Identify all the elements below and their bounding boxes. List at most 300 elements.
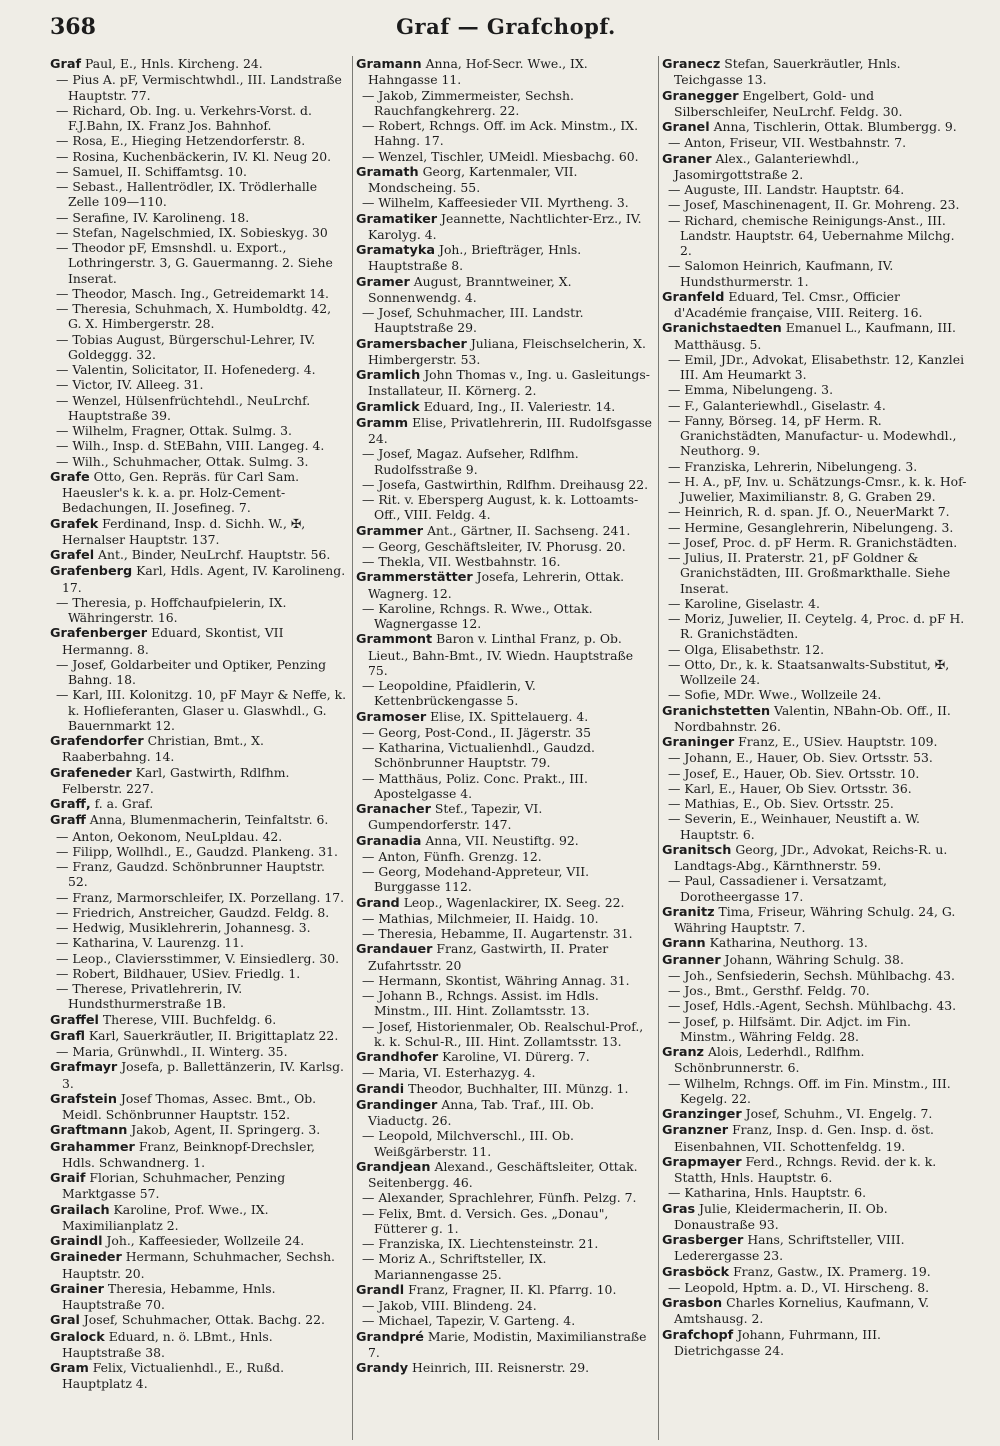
- directory-entry: [662, 1201, 970, 1233]
- directory-entry: [662, 1264, 970, 1280]
- entry-details: Franz, E., USiev. Hauptstr. 109.: [738, 734, 938, 749]
- entry-details: Johann, Währing Schulg. 38.: [724, 951, 904, 967]
- directory-entry: [662, 1280, 970, 1295]
- directory-entry: [662, 88, 970, 120]
- directory-entry: [356, 274, 654, 306]
- entry-details: — Theodor, Masch. Ing., Getreidemarkt 14.: [56, 285, 329, 301]
- directory-entry: [50, 469, 348, 516]
- entry-surname: Gramath: [356, 164, 419, 180]
- entry-details: Emanuel L., Kaufmann, III. Matthäusg. 5.: [674, 320, 956, 352]
- entry-details: Stefan, Sauerkräutler, Hnls. Teichgasse 13.: [674, 56, 901, 88]
- entry-details: Alois, Lederhdl., Rdlfhm. Schönbrunnerstr. 6.: [674, 1044, 865, 1076]
- entry-details: — Valentin, Solicitator, II. Hofenederg. 4.: [56, 362, 316, 377]
- directory-entry: [662, 596, 970, 611]
- directory-entry: [356, 864, 654, 895]
- entry-details: — Rit. v. Ebersperg August, k. k. Lottoamts-Off., VIII. Feldg. 4.: [362, 492, 639, 523]
- directory-entry: [50, 362, 348, 377]
- directory-entry: [50, 1122, 348, 1138]
- entry-details: — Stefan, Nagelschmied, IX. Sobieskyg. 30: [56, 224, 328, 240]
- directory-entry: [662, 968, 970, 983]
- entry-details: Hans, Schriftsteller, VIII. Lederergasse 23.: [674, 1232, 905, 1264]
- entry-details: — Josef, Magaz. Aufseher, Rdlfhm. Rudolfsstraße 9.: [362, 446, 579, 477]
- directory-entry: [356, 336, 654, 368]
- entry-details: — H. A., pF, Inv. u. Schätzungs-Cmsr., k. k. Hof-Juwelier, Maximilianstr. 8, G. Graben 29.: [668, 473, 967, 504]
- entry-surname: Grafek: [50, 516, 99, 532]
- entry-details: Karl, Sauerkräutler, II. Brigittaplatz 22.: [88, 1027, 339, 1043]
- entry-details: Valentin, NBahn-Ob. Off., II. Nordbahnstr. 26.: [674, 702, 951, 734]
- entry-details: — Jakob, Zimmermeister, Sechsh. Rauchfangkehrerg. 22.: [362, 87, 574, 118]
- directory-entry: [662, 550, 970, 596]
- directory-entry: [356, 88, 654, 119]
- entry-details: Felix, Victualienhdl., E., Rußd. Hauptplatz 4.: [62, 1360, 285, 1392]
- entry-details: Ant., Binder, NeuLrchf. Hauptstr. 56.: [98, 547, 331, 562]
- entry-details: — Tobias August, Bürgerschul-Lehrer, IV. Goldeggg. 32.: [56, 331, 316, 362]
- directory-entry: [356, 1049, 654, 1065]
- entry-details: Baron v. Linthal Franz, p. Ob. Lieut., Bahn-Bmt., IV. Wiedn. Hauptstraße 75.: [368, 631, 634, 678]
- entry-details: — Emil, JDr., Advokat, Elisabethstr. 12, Kanzlei III. Am Heumarkt 3.: [668, 351, 965, 382]
- directory-entry: [50, 547, 348, 563]
- directory-entry: [662, 320, 970, 352]
- entry-details: Anna, VII. Neustiftg. 92.: [425, 832, 579, 848]
- directory-entry: [662, 703, 970, 735]
- entry-surname: Grann: [662, 936, 706, 952]
- entry-details: — Johann B., Rchngs. Assist. im Hdls. Minstm., III. Hint. Zollamtsstr. 13.: [362, 988, 599, 1019]
- entry-details: Eduard, Tel. Cmsr., Officier d'Académie française, VIII. Reiterg. 16.: [674, 288, 923, 320]
- entry-details: — Alexander, Sprachlehrer, Fünfh. Pelzg. 7.: [362, 1190, 637, 1206]
- directory-entry: [662, 1014, 970, 1045]
- directory-entry: [50, 796, 348, 812]
- entry-details: — Hermine, Gesanglehrerin, Nibelungeng. 3.: [668, 519, 954, 535]
- directory-entry: [50, 56, 348, 72]
- directory-entry: [662, 398, 970, 413]
- directory-entry: [50, 859, 348, 890]
- entry-details: — Thekla, VII. Westbahnstr. 16.: [362, 554, 561, 569]
- directory-entry: [356, 56, 654, 88]
- directory-entry: [662, 1327, 970, 1359]
- directory-entry: [50, 765, 348, 797]
- directory-entry: [662, 182, 970, 197]
- entry-surname: Grandinger: [356, 1097, 438, 1113]
- entry-details: — Anton, Oekonom, NeuLpldau. 42.: [56, 828, 283, 844]
- entry-details: — Josef, Goldarbeiter und Optiker, Penzing Bahng. 18.: [56, 656, 327, 687]
- directory-entry: [50, 1312, 348, 1328]
- directory-entry: [50, 393, 348, 424]
- directory-entry: [662, 642, 970, 657]
- directory-entry: [662, 1106, 970, 1122]
- directory-entry: [50, 72, 348, 103]
- entry-details: Anna, Blumenmacherin, Teinfaltstr. 6.: [89, 812, 329, 828]
- entry-details: Josefa, p. Ballettänzerin, IV. Karlsg. 3.: [62, 1059, 344, 1091]
- directory-entry: [50, 1281, 348, 1313]
- directory-entry: [356, 554, 654, 569]
- entry-details: — Matthäus, Poliz. Conc. Prakt., III. Apostelgasse 4.: [362, 770, 588, 801]
- directory-entry: [50, 1028, 348, 1044]
- directory-entry: [356, 911, 654, 926]
- entry-details: — Katharina, V. Laurenzg. 11.: [56, 935, 244, 951]
- entry-details: — F., Galanteriewhdl., Giselastr. 4.: [668, 397, 886, 413]
- entry-details: — Wilh., Insp. d. StEBahn, VIII. Langeg. 4.: [56, 438, 325, 454]
- entry-details: Alexand., Geschäftsleiter, Ottak. Seitenbergg. 46.: [368, 1158, 638, 1190]
- directory-entry: [356, 477, 654, 492]
- entry-surname: Grammer: [356, 523, 424, 539]
- directory-entry: [50, 240, 348, 286]
- directory-entry: [356, 399, 654, 415]
- entry-details: Alex., Galanteriewhdl., Jasomirgottstraße 2.: [674, 150, 860, 182]
- directory-entry: [356, 1190, 654, 1205]
- entry-details: — Moriz A., Schriftsteller, IX. Mariannengasse 25.: [362, 1251, 547, 1282]
- entry-details: — Josefa, Gastwirthin, Rdlfhm. Dreihausg 22.: [362, 476, 649, 492]
- entry-details: — Katharina, Victualienhdl., Gaudzd. Schönbrunner Hauptstr. 79.: [362, 740, 595, 771]
- directory-entry: [356, 678, 654, 709]
- directory-entry: [50, 951, 348, 966]
- directory-entry: [50, 563, 348, 595]
- entry-surname: Graff: [50, 813, 86, 829]
- column-2: [356, 56, 654, 1442]
- entry-details: — Julius, II. Praterstr. 21, pF Goldner & Granichstädten, III. Großmarkthalle. Siehe Inserat.: [668, 550, 951, 596]
- entry-details: Franz, Fragner, II. Kl. Pfarrg. 10.: [408, 1281, 617, 1297]
- entry-details: Marie, Modistin, Maximilianstraße 7.: [368, 1328, 647, 1360]
- entry-details: — Robert, Rchngs. Off. im Ack. Minstm., IX. Hahng. 17.: [362, 118, 639, 149]
- entry-details: — Katharina, Hnls. Hauptstr. 6.: [668, 1185, 867, 1201]
- directory-entry: [50, 301, 348, 332]
- directory-entry: [50, 164, 348, 179]
- entry-surname: Gras: [662, 1201, 696, 1217]
- directory-entry: [356, 895, 654, 911]
- entry-details: Tima, Friseur, Währing Schulg. 24, G. Währing Hauptstr. 7.: [674, 903, 956, 935]
- directory-entry: [662, 1185, 970, 1200]
- directory-entry: [662, 983, 970, 998]
- entry-details: — Sofie, MDr. Wwe., Wollzeile 24.: [668, 687, 882, 703]
- directory-entry: [356, 492, 654, 523]
- directory-entry: [662, 766, 970, 781]
- entry-details: — Anton, Friseur, VII. Westbahnstr. 7.: [668, 135, 907, 151]
- column-1: [50, 56, 348, 1442]
- directory-entry: [662, 213, 970, 259]
- entry-details: Josef, Schuhmacher, Ottak. Bachg. 22.: [83, 1312, 325, 1328]
- directory-entry: [356, 601, 654, 632]
- directory-entry: [356, 1081, 654, 1097]
- entry-surname: Graineder: [50, 1250, 122, 1266]
- entry-details: Elise, Privatlehrerin, III. Rudolfsgasse 24.: [368, 414, 653, 446]
- entry-surname: Granel: [662, 120, 710, 135]
- entry-surname: Grafenberg: [50, 564, 133, 580]
- entry-details: Engelbert, Gold- und Silberschleifer, NeuLrchf. Feldg. 30.: [674, 87, 903, 119]
- entry-surname: Graff,: [50, 797, 91, 812]
- entry-details: Leop., Wagenlackirer, IX. Seeg. 22.: [403, 894, 625, 910]
- columns: [50, 56, 972, 1442]
- directory-entry: [662, 1122, 970, 1154]
- directory-entry: [356, 415, 654, 447]
- directory-entry: [356, 941, 654, 973]
- directory-entry: [356, 446, 654, 477]
- entry-details: Therese, VIII. Buchfeldg. 6.: [102, 1011, 277, 1027]
- directory-entry: [50, 812, 348, 828]
- entry-surname: Gramatiker: [356, 211, 438, 227]
- entry-details: August, Branntweiner, X. Sonnenwendg. 4.: [368, 273, 572, 305]
- entry-surname: Grapmayer: [662, 1154, 742, 1170]
- entry-details: Hermann, Schuhmacher, Sechsh. Hauptstr. 20.: [62, 1249, 335, 1281]
- entry-surname: Gramer: [356, 274, 410, 290]
- directory-entry: [50, 1233, 348, 1249]
- directory-entry: [50, 844, 348, 859]
- entry-details: — Leop., Claviersstimmer, V. Einsiedlerg. 30.: [56, 950, 340, 966]
- directory-entry: [662, 1295, 970, 1327]
- entry-details: — Severin, E., Weinhauer, Neustift a. W. Hauptstr. 6.: [668, 811, 920, 842]
- entry-details: — Felix, Bmt. d. Versich. Ges. „Donau", Fütterer g. 1.: [362, 1205, 609, 1236]
- entry-details: — Franz, Marmorschleifer, IX. Porzellang. 17.: [56, 889, 345, 905]
- entry-details: — Richard, Ob. Ing. u. Verkehrs-Vorst. d. F.J.Bahn, IX. Franz Jos. Bahnhof.: [56, 102, 312, 133]
- entry-details: — Friedrich, Anstreicher, Gaudzd. Feldg. 8.: [56, 904, 330, 920]
- entry-surname: Gramatyka: [356, 243, 436, 258]
- entry-surname: Graftmann: [50, 1123, 128, 1139]
- entry-details: — Hedwig, Musiklehrerin, Johannesg. 3.: [56, 920, 311, 935]
- entry-surname: Grand: [356, 895, 400, 911]
- entry-surname: Grainer: [50, 1281, 104, 1297]
- entry-details: — Josef, p. Hilfsämt. Dir. Adjct. im Fin. Minstm., Währing Feldg. 28.: [668, 1013, 911, 1044]
- entry-details: Franz, Gastwirth, II. Prater Zufahrtsstr. 20: [368, 941, 609, 973]
- column-3: [662, 56, 970, 1442]
- entry-surname: Granecz: [662, 57, 721, 72]
- entry-surname: Granzinger: [662, 1107, 742, 1122]
- directory-entry: [662, 56, 970, 88]
- directory-entry: [356, 1329, 654, 1361]
- directory-entry: [50, 1012, 348, 1028]
- directory-entry: [662, 151, 970, 183]
- entry-details: Josef Thomas, Assec. Bmt., Ob. Meidl. Schönbrunner Hauptstr. 152.: [62, 1090, 317, 1122]
- entry-surname: Grandi: [356, 1081, 405, 1097]
- entry-details: — Theodor pF, Emsnshdl. u. Export., Lothringerstr. 3, G. Gauermanng. 2. Siehe Inserat.: [56, 240, 333, 286]
- entry-details: — Maria, Grünwhdl., II. Winterg. 35.: [56, 1044, 288, 1059]
- directory-entry: [50, 981, 348, 1012]
- directory-entry: [50, 1091, 348, 1123]
- directory-entry: [356, 725, 654, 740]
- entry-surname: Grasböck: [662, 1264, 730, 1280]
- directory-entry: [662, 687, 970, 702]
- directory-entry: [356, 523, 654, 539]
- directory-entry: [662, 258, 970, 289]
- entry-details: — Filipp, Wollhdl., E., Gaudzd. Plankeng. 31.: [56, 843, 338, 859]
- directory-entry: [50, 890, 348, 905]
- entry-surname: Grafenberger: [50, 626, 148, 642]
- entry-details: — Victor, IV. Alleeg. 31.: [56, 377, 204, 393]
- entry-surname: Grafchopf: [662, 1327, 734, 1343]
- entry-details: — Georg, Modehand-Appreteur, VII. Burggasse 112.: [362, 864, 590, 895]
- entry-surname: Granichstetten: [662, 703, 771, 719]
- entry-details: — Josef, Schuhmacher, III. Landstr. Hauptstraße 29.: [362, 305, 584, 336]
- directory-entry: [356, 1282, 654, 1298]
- directory-entry: [356, 1360, 654, 1376]
- directory-entry: [50, 1329, 348, 1361]
- directory-entry: [50, 1360, 348, 1392]
- entry-details: Franz, Gastw., IX. Pramerg. 19.: [733, 1263, 931, 1279]
- directory-entry: [50, 438, 348, 453]
- entry-details: — Mathias, Milchmeier, II. Haidg. 10.: [362, 910, 599, 926]
- directory-entry: [50, 687, 348, 733]
- entry-details: Georg, Kartenmaler, VII. Mondscheing. 55.: [368, 163, 578, 195]
- entry-details: Theresia, Hebamme, Hnls. Hauptstraße 70.: [62, 1280, 276, 1312]
- entry-details: Anna, Tischlerin, Ottak. Blumbergg. 9.: [713, 119, 957, 134]
- entry-details: Ferd., Rchngs. Revid. der k. k. Statth, Hnls. Hauptstr. 6.: [674, 1153, 937, 1185]
- entry-surname: Gramersbacher: [356, 336, 467, 352]
- entry-details: Joh., Briefträger, Hnls. Hauptstraße 8.: [368, 242, 582, 274]
- directory-entry: [356, 631, 654, 678]
- entry-details: — Leopoldine, Pfaidlerin, V. Kettenbrückengasse 5.: [362, 678, 536, 709]
- directory-entry: [50, 966, 348, 981]
- entry-details: Otto, Gen. Repräs. für Carl Sam. Haeusler's k. k. a. pr. Holz-Cement-Bedachungen, II. Josefineg. 7.: [62, 468, 300, 516]
- entry-details: — Georg, Geschäftsleiter, IV. Phorusg. 20.: [362, 538, 626, 554]
- directory-entry: [356, 1065, 654, 1080]
- directory-entry: [356, 833, 654, 849]
- directory-entry: [50, 1249, 348, 1281]
- directory-entry: [50, 935, 348, 950]
- directory-entry: [662, 1076, 970, 1107]
- directory-entry: [662, 904, 970, 936]
- entry-details: — Jakob, VIII. Blindeng. 24.: [362, 1298, 537, 1313]
- directory-entry: [356, 195, 654, 210]
- entry-details: — Karl, E., Hauer, Ob Siev. Ortsstr. 36.: [668, 780, 912, 796]
- directory-entry: [662, 1154, 970, 1186]
- entry-surname: Grafe: [50, 469, 90, 485]
- entry-details: — Jos., Bmt., Gersthf. Feldg. 70.: [668, 983, 870, 998]
- directory-entry: [662, 734, 970, 750]
- directory-entry: [356, 771, 654, 802]
- directory-entry: [662, 935, 970, 951]
- entry-surname: Grandy: [356, 1361, 409, 1376]
- entry-details: Eduard, Skontist, VII Hermanng. 8.: [62, 625, 284, 657]
- directory-entry: [662, 657, 970, 688]
- directory-entry: [662, 352, 970, 383]
- entry-details: — Pius A. pF, Vermischtwhdl., III. Landstraße Hauptstr. 77.: [56, 72, 342, 103]
- entry-surname: Grafmayr: [50, 1060, 118, 1076]
- directory-entry: [50, 657, 348, 688]
- entry-details: Paul, E., Hnls. Kircheng. 24.: [84, 56, 263, 71]
- entry-surname: Grasberger: [662, 1233, 744, 1248]
- entry-details: Eduard, n. ö. LBmt., Hnls. Hauptstraße 38.: [62, 1328, 273, 1360]
- entry-surname: Grandl: [356, 1282, 405, 1298]
- entry-details: — Josef, Historienmaler, Ob. Realschul-Prof., k. k. Schul-R., III. Hint. Zollamtsstr. 13.: [362, 1018, 644, 1049]
- directory-entry: [50, 1202, 348, 1234]
- entry-surname: Grailach: [50, 1202, 110, 1218]
- entry-details: — Fanny, Börseg. 14, pF Herm. R. Granichstädten, Manufactur- u. Modewhdl., Neuthorg. 9.: [668, 412, 957, 459]
- entry-surname: Graf: [50, 57, 82, 72]
- entry-details: — Josef, E., Hauer, Ob. Siev. Ortsstr. 10.: [668, 765, 920, 781]
- directory-entry: [662, 474, 970, 505]
- entry-surname: Gramm: [356, 415, 409, 431]
- entry-surname: Gramann: [356, 57, 422, 72]
- entry-details: — Wenzel, Tischler, UMeidl. Miesbachg. 60.: [362, 148, 639, 164]
- entry-details: Theodor, Buchhalter, III. Münzg. 1.: [408, 1080, 629, 1096]
- directory-entry: [50, 829, 348, 844]
- entry-details: Karl, Hdls. Agent, IV. Karolineng. 17.: [62, 563, 346, 595]
- directory-entry: [356, 801, 654, 833]
- directory-entry: [662, 781, 970, 796]
- entry-details: — Josef, Proc. d. pF Herm. R. Granichstädten.: [668, 534, 958, 550]
- entry-details: — Wenzel, Hülsenfrüchtehdl., NeuLrchf. Hauptstraße 39.: [56, 392, 311, 423]
- entry-details: — Karoline, Giselastr. 4.: [668, 595, 820, 611]
- directory-entry: [662, 1044, 970, 1076]
- entry-details: — Salomon Heinrich, Kaufmann, IV. Hundsthurmerstr. 1.: [668, 258, 894, 289]
- entry-details: — Auguste, III. Landstr. Hauptstr. 64.: [668, 182, 905, 197]
- entry-surname: Gralock: [50, 1329, 105, 1345]
- entry-surname: Gram: [50, 1361, 89, 1376]
- entry-details: — Mathias, E., Ob. Siev. Ortsstr. 25.: [668, 796, 894, 811]
- directory-entry: [662, 952, 970, 968]
- entry-details: — Olga, Elisabethstr. 12.: [668, 641, 825, 657]
- entry-surname: Granitsch: [662, 842, 732, 858]
- entry-details: Stef., Tapezir, VI. Gumpendorferstr. 147.: [368, 801, 543, 833]
- entry-surname: Grandhofer: [356, 1050, 439, 1065]
- entry-details: — Theresia, p. Hoffchaufpielerin, IX. Währingerstr. 16.: [56, 594, 287, 625]
- entry-details: — Serafine, IV. Karolineng. 18.: [56, 209, 250, 225]
- directory-entry: [356, 926, 654, 941]
- directory-entry: [356, 149, 654, 164]
- entry-details: Heinrich, III. Reisnerstr. 29.: [412, 1360, 590, 1375]
- directory-entry: [50, 733, 348, 765]
- entry-details: — Michael, Tapezir, V. Garteng. 4.: [362, 1313, 576, 1329]
- directory-entry: [356, 1298, 654, 1313]
- entry-surname: Graindl: [50, 1234, 103, 1249]
- entry-details: Julie, Kleidermacherin, II. Ob. Donaustraße 93.: [674, 1200, 888, 1232]
- directory-entry: [662, 998, 970, 1013]
- directory-entry: [50, 454, 348, 469]
- entry-details: Ferdinand, Insp. d. Sichh. W., ✠, Hernalser Hauptstr. 137.: [62, 515, 306, 547]
- entry-surname: Grafel: [50, 548, 95, 563]
- entry-details: Anna, Hof-Secr. Wwe., IX. Hahngasse 11.: [368, 56, 588, 88]
- entry-details: — Moriz, Juwelier, II. Ceytelg. 4, Proc. d. pF H. R. Granichstädten.: [668, 611, 965, 642]
- entry-details: — Anton, Fünfh. Grenzg. 12.: [362, 848, 542, 864]
- entry-details: — Emma, Nibelungeng. 3.: [668, 382, 834, 398]
- entry-surname: Grandauer: [356, 942, 433, 958]
- entry-details: Joh., Kaffeesieder, Wollzeile 24.: [106, 1233, 305, 1248]
- directory-entry: [50, 286, 348, 301]
- directory-entry: [50, 332, 348, 363]
- directory-entry: [662, 796, 970, 811]
- entry-details: — Paul, Cassadiener i. Versatzamt, Dorotheergasse 17.: [668, 873, 887, 904]
- entry-surname: Grammerstätter: [356, 570, 473, 586]
- directory-entry: [50, 149, 348, 164]
- directory-entry: [50, 1044, 348, 1059]
- directory-entry: [356, 242, 654, 274]
- directory-entry: [356, 740, 654, 771]
- directory-entry: [356, 1128, 654, 1159]
- entry-details: — Georg, Post-Cond., II. Jägerstr. 35: [362, 724, 591, 740]
- entry-details: Charles Kornelius, Kaufmann, V. Amtshausg. 2.: [674, 1295, 930, 1327]
- entry-surname: Granzner: [662, 1123, 729, 1139]
- entry-details: — Wilhelm, Kaffeesieder VII. Myrtheng. 3.: [362, 195, 629, 211]
- entry-details: Georg, JDr., Advokat, Reichs-R. u. Landtags-Abg., Kärnthnerstr. 59.: [674, 841, 948, 873]
- page-title: Graf — Grafchopf.: [396, 14, 616, 39]
- directory-entry: [356, 211, 654, 243]
- entry-details: Jakob, Agent, II. Springerg. 3.: [131, 1122, 321, 1138]
- directory-entry: [662, 413, 970, 459]
- entry-details: — Rosina, Kuchenbäckerin, IV. Kl. Neug 20.: [56, 148, 332, 164]
- directory-entry: [356, 367, 654, 399]
- directory-entry: [50, 179, 348, 210]
- entry-details: — Richard, chemische Reinigungs-Anst., III. Landstr. Hauptstr. 64, Uebernahme Milchg. 2.: [668, 212, 955, 258]
- directory-entry: [356, 1206, 654, 1237]
- directory-entry: [356, 988, 654, 1019]
- entry-details: Karl, Gastwirth, Rdlfhm. Felberstr. 227.: [62, 764, 290, 796]
- directory-entry: [662, 750, 970, 765]
- entry-details: — Leopold, Milchverschl., III. Ob. Weißgärberstr. 11.: [362, 1128, 574, 1159]
- entry-details: — Therese, Privatlehrerin, IV. Hundsthurmerstraße 1B.: [56, 981, 243, 1012]
- page-header: [50, 14, 962, 46]
- entry-details: — Leopold, Hptm. a. D., VI. Hirscheng. 8.: [668, 1279, 930, 1295]
- entry-details: — Joh., Senfsiederin, Sechsh. Mühlbachg. 43.: [668, 967, 955, 983]
- entry-surname: Grafendorfer: [50, 734, 144, 749]
- entry-surname: Grasbon: [662, 1296, 723, 1311]
- directory-entry: [50, 225, 348, 240]
